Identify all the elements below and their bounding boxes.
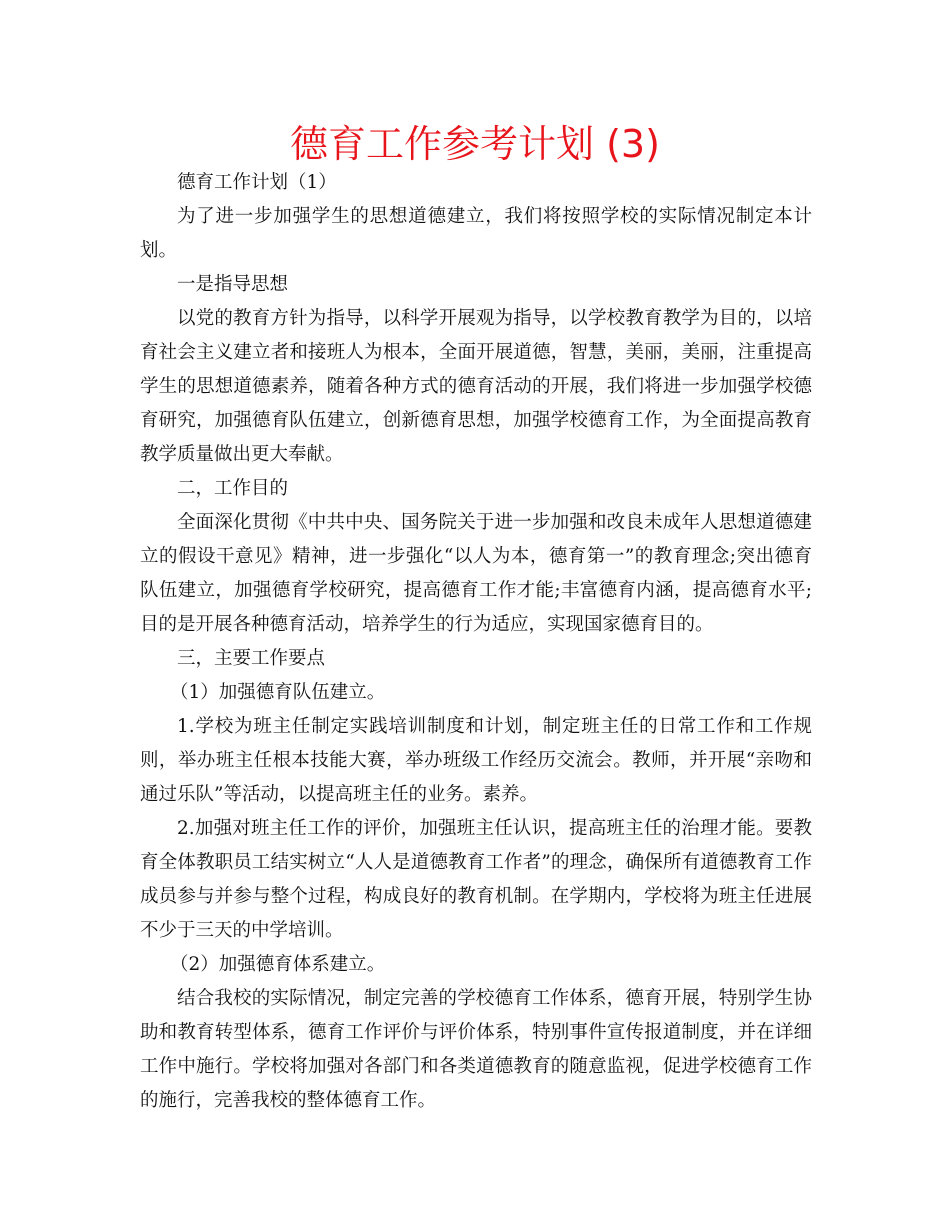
- system-paragraph: 结合我校的实际情况，制定完善的学校德育工作体系，德育开展，特别学生协助和教育转型体系，德育工作评价与评价体系，特别事件宣传报道制度，并在详细工作中施行。学校将加强对各部门和各类道德教育的随意监视，促进学校德育工作的施行，完善我校的整体德育工作。: [140, 988, 812, 1111]
- subsection-heading-system: （2）加强德育体系建立。: [170, 954, 386, 975]
- team-paragraph-2: 2.加强对班主任工作的评价，加强班主任认识，提高班主任的治理才能。要教育全体教职员工结实树立“人人是道德教育工作者”的理念，确保所有道德教育工作成员参与并参与整个过程，构成良好的教育机制。在学期内，学校将为班主任进展不少于三天的中学培训。: [140, 818, 812, 941]
- section-heading-work-goal: 二，工作目的: [177, 478, 289, 499]
- page-title: 德育工作参考计划 (3): [290, 122, 660, 166]
- guiding-thought-paragraph: 以党的教育方针为指导，以科学开展观为指导，以学校教育教学为目的，以培育社会主义建立者和接班人为根本，全面开展道德，智慧，美丽，美丽，注重提高学生的思想道德素养，随着各种方式的德育活动的开展，我们将进一步加强学校德育研究，加强德育队伍建立，创新德育思想，加强学校德育工作，为全面提高教育教学质量做出更大奉献。: [140, 308, 812, 465]
- team-paragraph-1: 1.学校为班主任制定实践培训制度和计划，制定班主任的日常工作和工作规则，举办班主任根本技能大赛，举办班级工作经历交流会。教师，并开展“亲吻和通过乐队”等活动，以提高班主任的业务。素养。: [140, 716, 812, 805]
- subsection-heading-team: （1）加强德育队伍建立。: [170, 682, 386, 703]
- section-heading-plan: 德育工作计划（1）: [177, 172, 337, 193]
- work-goal-paragraph: 全面深化贯彻《中共中央、国务院关于进一步加强和改良未成年人思想道德建立的假设干意见》精神，进一步强化“以人为本，德育第一”的教育理念;突出德育队伍建立，加强德育学校研究，提高德育工作才能;丰富德育内涵，提高德育水平;目的是开展各种德育活动，培养学生的行为适应，实现国家德育目的。: [140, 512, 812, 635]
- section-heading-guiding-thought: 一是指导思想: [177, 274, 289, 295]
- intro-paragraph: 为了进一步加强学生的思想道德建立，我们将按照学校的实际情况制定本计划。: [140, 206, 812, 261]
- section-heading-key-points: 三，主要工作要点: [177, 648, 326, 669]
- document-body: [140, 166, 812, 1118]
